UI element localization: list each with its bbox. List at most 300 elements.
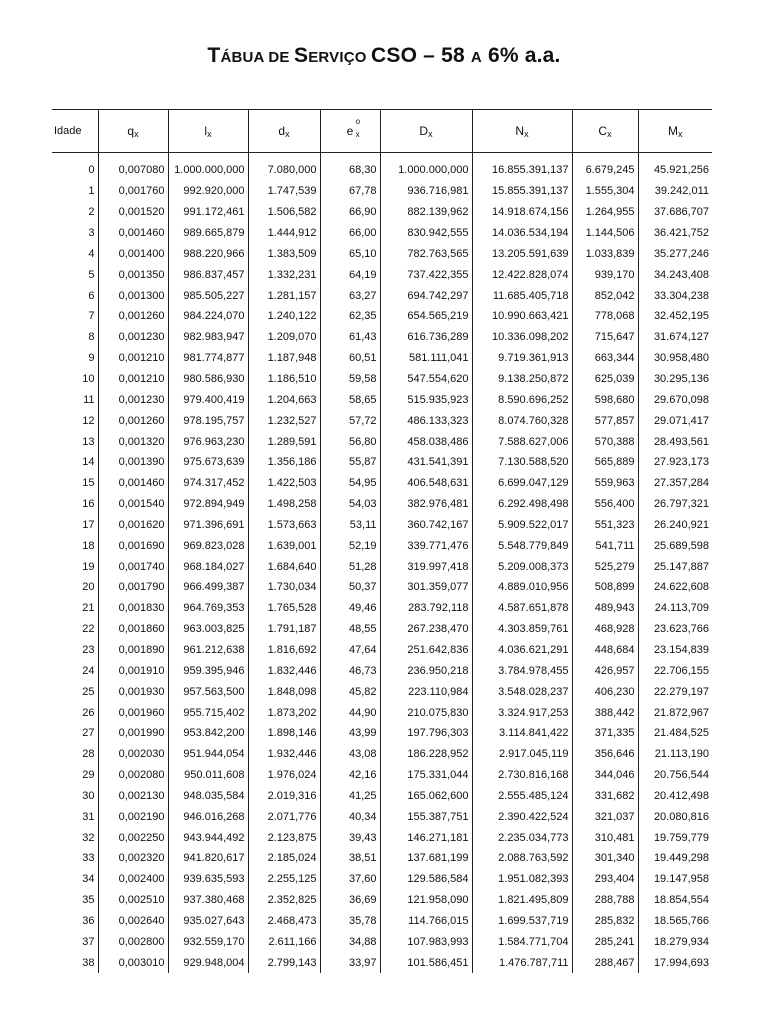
cell-Mx: 21.113,190	[638, 744, 712, 765]
cell-ex: 34,88	[320, 931, 380, 952]
table-row	[52, 306, 712, 327]
cell-dx: 2.611,166	[248, 931, 320, 952]
cell-lx: 950.011,608	[168, 765, 248, 786]
cell-dx: 1.684,640	[248, 556, 320, 577]
cell-ex: 58,65	[320, 389, 380, 410]
cell-dx: 1.383,509	[248, 244, 320, 265]
cell-Dx: 654.565,219	[380, 306, 472, 327]
header-qx	[98, 110, 168, 153]
cell-Mx: 19.449,298	[638, 848, 712, 869]
cell-age: 9	[88, 352, 95, 365]
cell-dx: 2.071,776	[248, 806, 320, 827]
table-row	[52, 640, 712, 661]
header-subscript: x	[607, 128, 612, 139]
cell-ex: 55,87	[320, 452, 380, 473]
cell-dx: 1.747,539	[248, 181, 320, 202]
cell-age: 19	[82, 560, 95, 573]
cell-Dx: 694.742,297	[380, 285, 472, 306]
cell-ex: 59,58	[320, 369, 380, 390]
cell-age: 31	[82, 810, 95, 823]
cell-qx: 0,001460	[98, 473, 168, 494]
cell-lx: 984.224,070	[168, 306, 248, 327]
header-Cx-symbol: C	[598, 123, 608, 138]
cell-qx: 0,002190	[98, 806, 168, 827]
cell-Mx: 21.484,525	[638, 723, 712, 744]
cell-age: 27	[82, 727, 95, 740]
cell-Mx: 20.756,544	[638, 765, 712, 786]
cell-Cx: 310,481	[572, 827, 638, 848]
cell-Cx: 489,943	[572, 598, 638, 619]
cell-Dx: 129.586,584	[380, 869, 472, 890]
cell-Cx: 468,928	[572, 619, 638, 640]
cell-ex: 48,55	[320, 619, 380, 640]
cell-dx: 1.187,948	[248, 348, 320, 369]
cell-Nx: 9.719.361,913	[472, 348, 572, 369]
cell-lx: 955.715,402	[168, 702, 248, 723]
cell-dx: 1.932,446	[248, 744, 320, 765]
header-subscript: x	[207, 128, 212, 139]
cell-Cx: 285,832	[572, 911, 638, 932]
cell-age: 15	[82, 477, 95, 490]
cell-ex: 66,90	[320, 202, 380, 223]
cell-Dx: 146.271,181	[380, 827, 472, 848]
cell-ex: 33,97	[320, 952, 380, 973]
cell-Mx: 31.674,127	[638, 327, 712, 348]
cell-dx: 1.332,231	[248, 264, 320, 285]
cell-ex: 40,34	[320, 806, 380, 827]
cell-age: 5	[88, 268, 95, 281]
cell-lx: 966.499,387	[168, 577, 248, 598]
cell-Nx: 14.918.674,156	[472, 202, 572, 223]
cell-dx: 2.123,875	[248, 827, 320, 848]
cell-lx: 972.894,949	[168, 494, 248, 515]
cell-qx: 0,002320	[98, 848, 168, 869]
cell-ex: 35,78	[320, 911, 380, 932]
cell-lx: 939.635,593	[168, 869, 248, 890]
cell-ex: 65,10	[320, 244, 380, 265]
cell-lx: 932.559,170	[168, 931, 248, 952]
cell-ex: 56,80	[320, 431, 380, 452]
cell-Cx: 715,647	[572, 327, 638, 348]
cell-Cx: 344,046	[572, 765, 638, 786]
cell-dx: 1.186,510	[248, 369, 320, 390]
cell-ex: 46,73	[320, 660, 380, 681]
cell-Cx: 508,899	[572, 577, 638, 598]
cell-Nx: 7.588.627,006	[472, 431, 572, 452]
cell-ex: 64,19	[320, 264, 380, 285]
cell-qx: 0,002510	[98, 890, 168, 911]
header-subscript: x	[678, 128, 683, 139]
header-ex-symbol: e	[346, 124, 354, 138]
table-row	[52, 890, 712, 911]
cell-lx: 975.673,639	[168, 452, 248, 473]
cell-lx: 963.003,825	[168, 619, 248, 640]
cell-ex: 38,51	[320, 848, 380, 869]
cell-Dx: 165.062,600	[380, 785, 472, 806]
cell-Nx: 2.235.034,773	[472, 827, 572, 848]
table-row	[52, 744, 712, 765]
cell-Mx: 18.854,554	[638, 890, 712, 911]
cell-qx: 0,001460	[98, 223, 168, 244]
cell-Nx: 4.587.651,878	[472, 598, 572, 619]
cell-Mx: 39.242,011	[638, 181, 712, 202]
table-row	[52, 202, 712, 223]
table-row	[52, 619, 712, 640]
cell-lx: 991.172,461	[168, 202, 248, 223]
page-title	[0, 44, 768, 68]
cell-qx: 0,001910	[98, 660, 168, 681]
cell-age: 1	[88, 185, 95, 198]
cell-dx: 1.422,503	[248, 473, 320, 494]
cell-ex: 54,95	[320, 473, 380, 494]
cell-Cx: 406,230	[572, 681, 638, 702]
header-subscript: x	[134, 128, 139, 139]
cell-age: 0	[88, 164, 95, 176]
cell-dx: 1.976,024	[248, 765, 320, 786]
cell-Cx: 525,279	[572, 556, 638, 577]
table-header	[52, 110, 712, 153]
cell-lx: 935.027,643	[168, 911, 248, 932]
cell-Nx: 1.476.787,711	[472, 952, 572, 973]
cell-Mx: 26.797,321	[638, 494, 712, 515]
cell-dx: 1.765,528	[248, 598, 320, 619]
cell-age: 3	[88, 227, 95, 240]
cell-Dx: 210.075,830	[380, 702, 472, 723]
cell-qx: 0,001390	[98, 452, 168, 473]
cell-Dx: 339.771,476	[380, 535, 472, 556]
cell-age: 10	[82, 373, 95, 386]
table-row	[52, 181, 712, 202]
cell-Mx: 18.565,766	[638, 911, 712, 932]
cell-Cx: 663,344	[572, 348, 638, 369]
cell-lx: 982.983,947	[168, 327, 248, 348]
cell-age: 4	[88, 247, 95, 260]
cell-lx: 989.665,879	[168, 223, 248, 244]
cell-Nx: 6.292.498,498	[472, 494, 572, 515]
service-table-container	[52, 109, 712, 973]
table-row	[52, 389, 712, 410]
table-row	[52, 577, 712, 598]
cell-lx: 929.948,004	[168, 952, 248, 973]
cell-lx: 976.963,230	[168, 431, 248, 452]
cell-Cx: 570,388	[572, 431, 638, 452]
cell-qx: 0,002800	[98, 931, 168, 952]
cell-ex: 50,37	[320, 577, 380, 598]
cell-Mx: 18.279,934	[638, 931, 712, 952]
cell-age: 23	[82, 643, 95, 656]
cell-Dx: 301.359,077	[380, 577, 472, 598]
cell-Mx: 29.670,098	[638, 389, 712, 410]
cell-Nx: 5.548.779,849	[472, 535, 572, 556]
cell-dx: 1.639,001	[248, 535, 320, 556]
cell-Nx: 16.855.391,137	[472, 153, 572, 182]
cell-Nx: 2.390.422,524	[472, 806, 572, 827]
cell-Nx: 8.074.760,328	[472, 410, 572, 431]
table-row	[52, 431, 712, 452]
cell-Cx: 577,857	[572, 410, 638, 431]
cell-lx: 971.396,691	[168, 515, 248, 536]
cell-ex: 36,69	[320, 890, 380, 911]
cell-Nx: 6.699.047,129	[472, 473, 572, 494]
cell-Mx: 29.071,417	[638, 410, 712, 431]
header-subscript: x	[355, 130, 360, 139]
table-row	[52, 410, 712, 431]
cell-Dx: 319.997,418	[380, 556, 472, 577]
cell-dx: 1.506,582	[248, 202, 320, 223]
cell-ex: 60,51	[320, 348, 380, 369]
cell-Nx: 7.130.588,520	[472, 452, 572, 473]
cell-Dx: 236.950,218	[380, 660, 472, 681]
cell-Dx: 121.958,090	[380, 890, 472, 911]
cell-Nx: 9.138.250,872	[472, 369, 572, 390]
cell-age: 25	[82, 685, 95, 698]
cell-Cx: 448,684	[572, 640, 638, 661]
cell-Cx: 556,400	[572, 494, 638, 515]
cell-dx: 1.240,122	[248, 306, 320, 327]
cell-Mx: 35.277,246	[638, 244, 712, 265]
cell-age: 12	[82, 414, 95, 427]
cell-qx: 0,001760	[98, 181, 168, 202]
cell-lx: 974.317,452	[168, 473, 248, 494]
cell-qx: 0,001540	[98, 494, 168, 515]
cell-Cx: 288,467	[572, 952, 638, 973]
table-row	[52, 723, 712, 744]
title-part: ÁBUA DE	[220, 49, 294, 66]
cell-Nx: 15.855.391,137	[472, 181, 572, 202]
cell-qx: 0,001990	[98, 723, 168, 744]
cell-age: 37	[82, 935, 95, 948]
cell-Dx: 581.111,041	[380, 348, 472, 369]
cell-Mx: 34.243,408	[638, 264, 712, 285]
cell-dx: 1.204,663	[248, 389, 320, 410]
cell-ex: 54,03	[320, 494, 380, 515]
cell-lx: 981.774,877	[168, 348, 248, 369]
cell-Mx: 28.493,561	[638, 431, 712, 452]
cell-Cx: 565,889	[572, 452, 638, 473]
cell-age: 16	[82, 498, 95, 511]
cell-ex: 57,72	[320, 410, 380, 431]
cell-age: 17	[82, 518, 95, 531]
title-part: 6% a.a.	[481, 44, 561, 67]
cell-qx: 0,002130	[98, 785, 168, 806]
cell-age: 32	[82, 831, 95, 844]
cell-lx: 980.586,930	[168, 369, 248, 390]
cell-Mx: 23.154,839	[638, 640, 712, 661]
cell-Nx: 5.209.008,373	[472, 556, 572, 577]
title-part: S	[293, 44, 309, 67]
cell-Mx: 25.689,598	[638, 535, 712, 556]
table-row	[52, 285, 712, 306]
cell-qx: 0,002250	[98, 827, 168, 848]
cell-Cx: 1.144,506	[572, 223, 638, 244]
cell-qx: 0,002030	[98, 744, 168, 765]
cell-Nx: 11.685.405,718	[472, 285, 572, 306]
cell-ex: 43,99	[320, 723, 380, 744]
header-Nx	[472, 110, 572, 153]
cell-Mx: 20.080,816	[638, 806, 712, 827]
cell-Cx: 301,340	[572, 848, 638, 869]
cell-ex: 39,43	[320, 827, 380, 848]
cell-Dx: 406.548,631	[380, 473, 472, 494]
cell-Cx: 371,335	[572, 723, 638, 744]
cell-dx: 2.185,024	[248, 848, 320, 869]
cell-Mx: 30.958,480	[638, 348, 712, 369]
cell-qx: 0,001210	[98, 369, 168, 390]
cell-ex: 42,16	[320, 765, 380, 786]
cell-Nx: 12.422.828,074	[472, 264, 572, 285]
cell-dx: 1.289,591	[248, 431, 320, 452]
cell-Cx: 321,037	[572, 806, 638, 827]
cell-qx: 0,001620	[98, 515, 168, 536]
cell-age: 6	[88, 289, 95, 302]
cell-Dx: 458.038,486	[380, 431, 472, 452]
cell-Cx: 288,788	[572, 890, 638, 911]
cell-age: 7	[88, 310, 95, 323]
table-row	[52, 869, 712, 890]
cell-qx: 0,001230	[98, 389, 168, 410]
cell-ex: 47,64	[320, 640, 380, 661]
cell-qx: 0,001260	[98, 306, 168, 327]
cell-lx: 957.563,500	[168, 681, 248, 702]
table-row	[52, 785, 712, 806]
table-row	[52, 494, 712, 515]
cell-Dx: 737.422,355	[380, 264, 472, 285]
header-Dx-symbol: D	[419, 123, 429, 138]
header-lx-symbol: l	[204, 123, 208, 138]
header-dx	[248, 110, 320, 153]
cell-lx: 985.505,227	[168, 285, 248, 306]
cell-ex: 61,43	[320, 327, 380, 348]
header-Dx	[380, 110, 472, 153]
cell-lx: 992.920,000	[168, 181, 248, 202]
cell-Nx: 4.889.010,956	[472, 577, 572, 598]
cell-qx: 0,001300	[98, 285, 168, 306]
cell-dx: 1.356,186	[248, 452, 320, 473]
cell-qx: 0,001860	[98, 619, 168, 640]
cell-age: 18	[82, 539, 95, 552]
header-ex-group	[346, 117, 361, 139]
cell-age: 13	[82, 435, 95, 448]
cell-Dx: 830.942,555	[380, 223, 472, 244]
cell-Nx: 14.036.534,194	[472, 223, 572, 244]
cell-dx: 2.468,473	[248, 911, 320, 932]
cell-Dx: 223.110,984	[380, 681, 472, 702]
cell-lx: 978.195,757	[168, 410, 248, 431]
cell-Dx: 936.716,981	[380, 181, 472, 202]
cell-lx: 979.400,419	[168, 389, 248, 410]
cell-age: 21	[82, 602, 95, 615]
cell-Dx: 547.554,620	[380, 369, 472, 390]
cell-dx: 2.019,316	[248, 785, 320, 806]
cell-qx: 0,002080	[98, 765, 168, 786]
cell-dx: 1.232,527	[248, 410, 320, 431]
cell-age: 26	[82, 706, 95, 719]
cell-Mx: 19.147,958	[638, 869, 712, 890]
cell-qx: 0,001830	[98, 598, 168, 619]
cell-qx: 0,001740	[98, 556, 168, 577]
table-row	[52, 952, 712, 973]
cell-Dx: 114.766,015	[380, 911, 472, 932]
cell-dx: 1.816,692	[248, 640, 320, 661]
cell-qx: 0,003010	[98, 952, 168, 973]
cell-Nx: 1.584.771,704	[472, 931, 572, 952]
cell-Dx: 155.387,751	[380, 806, 472, 827]
table-row	[52, 681, 712, 702]
cell-Dx: 283.792,118	[380, 598, 472, 619]
cell-Mx: 19.759,779	[638, 827, 712, 848]
cell-dx: 1.898,146	[248, 723, 320, 744]
cell-Cx: 939,170	[572, 264, 638, 285]
cell-Cx: 1.555,304	[572, 181, 638, 202]
cell-qx: 0,001260	[98, 410, 168, 431]
service-table	[52, 109, 712, 973]
cell-qx: 0,002400	[98, 869, 168, 890]
header-subscript: x	[285, 128, 290, 139]
cell-Nx: 2.730.816,168	[472, 765, 572, 786]
cell-ex: 62,35	[320, 306, 380, 327]
cell-age: 28	[82, 748, 95, 761]
cell-lx: 986.837,457	[168, 264, 248, 285]
cell-Dx: 137.681,199	[380, 848, 472, 869]
cell-Cx: 1.033,839	[572, 244, 638, 265]
table-row	[52, 535, 712, 556]
cell-Cx: 541,711	[572, 535, 638, 556]
header-Cx	[572, 110, 638, 153]
cell-dx: 1.832,446	[248, 660, 320, 681]
table-row	[52, 223, 712, 244]
cell-age: 20	[82, 581, 95, 594]
cell-lx: 988.220,966	[168, 244, 248, 265]
table-row	[52, 556, 712, 577]
cell-Cx: 285,241	[572, 931, 638, 952]
header-ex	[320, 110, 380, 153]
title-part: CSO – 58	[371, 44, 471, 67]
table-row	[52, 327, 712, 348]
cell-Nx: 3.548.028,237	[472, 681, 572, 702]
cell-age: 2	[88, 206, 95, 219]
cell-Dx: 515.935,923	[380, 389, 472, 410]
cell-Mx: 22.279,197	[638, 681, 712, 702]
cell-Nx: 13.205.591,639	[472, 244, 572, 265]
cell-lx: 964.769,353	[168, 598, 248, 619]
cell-age: 24	[82, 664, 95, 677]
cell-Nx: 3.114.841,422	[472, 723, 572, 744]
cell-Cx: 331,682	[572, 785, 638, 806]
cell-Mx: 37.686,707	[638, 202, 712, 223]
cell-lx: 961.212,638	[168, 640, 248, 661]
cell-lx: 968.184,027	[168, 556, 248, 577]
cell-Cx: 356,646	[572, 744, 638, 765]
cell-Mx: 22.706,155	[638, 660, 712, 681]
cell-Cx: 778,068	[572, 306, 638, 327]
cell-ex: 63,27	[320, 285, 380, 306]
cell-Mx: 27.357,284	[638, 473, 712, 494]
cell-Nx: 8.590.696,252	[472, 389, 572, 410]
cell-qx: 0,001790	[98, 577, 168, 598]
cell-qx: 0,001210	[98, 348, 168, 369]
header-qx-symbol: q	[127, 123, 135, 138]
cell-dx: 1.281,157	[248, 285, 320, 306]
cell-qx: 0,001320	[98, 431, 168, 452]
cell-ex: 67,78	[320, 181, 380, 202]
cell-ex: 43,08	[320, 744, 380, 765]
cell-Cx: 625,039	[572, 369, 638, 390]
header-lx	[168, 110, 248, 153]
cell-Mx: 33.304,238	[638, 285, 712, 306]
cell-ex: 51,28	[320, 556, 380, 577]
title-part: ERVIÇO	[308, 49, 372, 66]
table-row	[52, 765, 712, 786]
